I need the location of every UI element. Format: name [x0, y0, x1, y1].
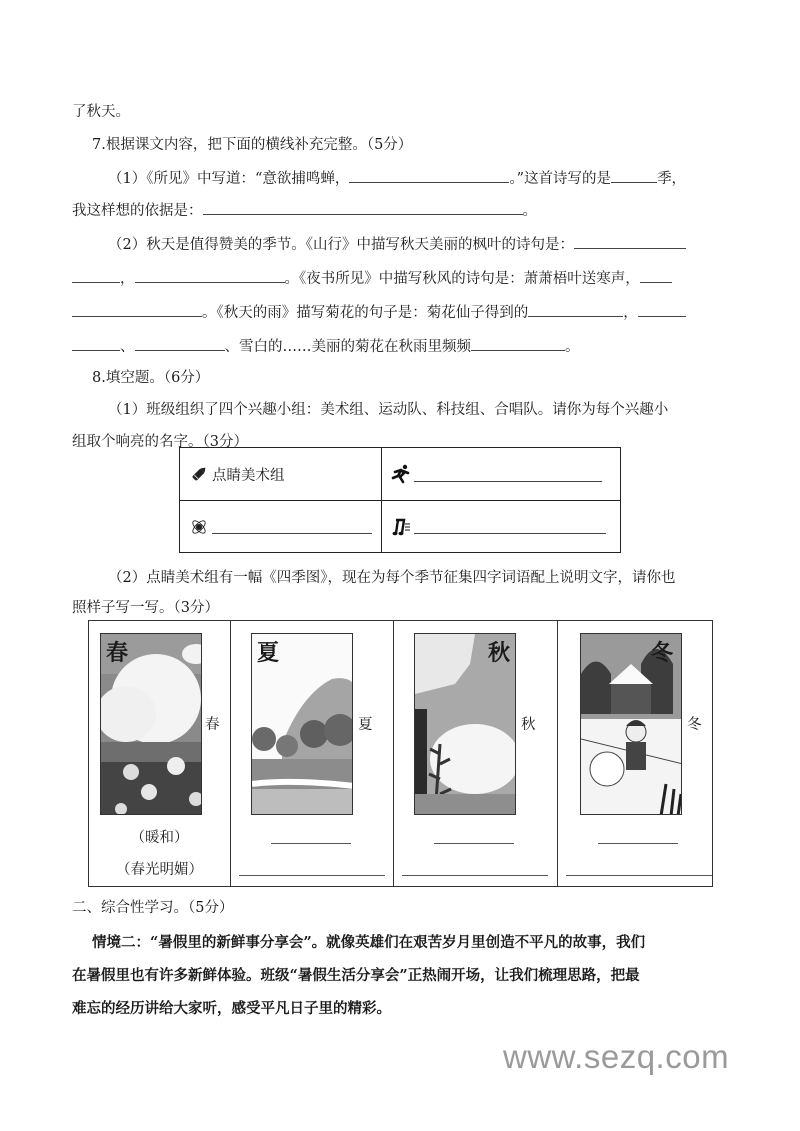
q7-p2-text-f: 、	[120, 339, 135, 355]
autumn-side-label: 秋	[521, 717, 536, 733]
autumn-picture-char: 秋	[487, 641, 510, 666]
blank-choir-name[interactable]	[414, 519, 606, 534]
blank-maple-verse-cont[interactable]	[72, 268, 120, 283]
spring-picture	[100, 633, 202, 815]
section2-para-line3: 难忘的经历讲给大家听，感受平凡日子里的精彩。	[72, 1000, 391, 1017]
four-seasons-table	[88, 620, 713, 887]
q7-p2-text-d: 。《秋天的雨》描写菊花的句子是：菊花仙子得到的	[202, 305, 529, 321]
blank-reason[interactable]	[203, 200, 523, 215]
group-cell-tech	[180, 500, 381, 552]
blank-season[interactable]	[611, 168, 657, 183]
group-cell-sports	[381, 448, 620, 500]
blank-nod[interactable]	[471, 336, 565, 351]
pencil-icon	[188, 463, 210, 485]
summer-picture-char: 夏	[257, 641, 280, 666]
music-note-icon	[390, 516, 412, 538]
spring-picture-char: 春	[106, 641, 129, 666]
q8-part1-line1: （1）班级组织了四个兴趣小组：美术组、运动队、科技组、合唱队。请你为每个兴趣小	[108, 402, 669, 418]
autumn-blank-1[interactable]	[434, 843, 514, 844]
spring-caption-1: （暖和）	[130, 830, 189, 846]
q7-part2-line2	[72, 268, 672, 289]
season-cell-winter	[557, 621, 712, 886]
q7-part2-line1	[108, 234, 686, 255]
section2-para-line1: 情境二：“暑假里的新鲜事分享会”。就像英雄们在艰苦岁月里创造不平凡的故事，我们	[92, 934, 646, 951]
q7-p1-text-c: 季，	[657, 171, 687, 187]
season-cell-summer	[230, 621, 393, 886]
winter-picture	[580, 633, 682, 815]
q7-part1-line2	[72, 200, 537, 221]
q7-p2-text-a: （2）秋天是值得赞美的季节。《山行》中描写秋天美丽的枫叶的诗句是：	[108, 237, 574, 253]
blank-chrysanthemum-2-cont[interactable]	[72, 336, 120, 351]
group-cell-art	[180, 448, 381, 500]
section2-para-line2: 在暑假里也有许多新鲜体验。班级“暑假生活分享会”正热闹开场，让我们梳理思路，把最	[72, 967, 640, 984]
q7-p1-text-b: 。”这首诗写的是	[509, 171, 612, 187]
interest-group-table	[179, 447, 621, 553]
spring-side-label: 春	[205, 717, 220, 733]
season-cell-autumn	[393, 621, 557, 886]
atom-icon	[188, 516, 210, 538]
watermark: www.sezq.com	[503, 1038, 730, 1075]
autumn-blank-2[interactable]	[402, 875, 548, 876]
q7-p1-text-a: （1）《所见》中写道：“意欲捕鸣蝉，	[108, 171, 350, 187]
running-person-icon	[390, 463, 412, 485]
q7-title: 7.根据课文内容，把下面的横线补充完整。（5分）	[92, 137, 413, 153]
q8-title: 8.填空题。（6分）	[92, 370, 210, 386]
blank-sports-name[interactable]	[414, 467, 602, 482]
q7-part1-line1	[108, 168, 686, 189]
section2-title: 二、综合性学习。（5分）	[72, 900, 234, 916]
group-cell-choir	[381, 500, 620, 552]
blank-wind-verse[interactable]	[640, 268, 672, 283]
blank-chrysanthemum-2[interactable]	[638, 302, 686, 317]
blank-chrysanthemum-1[interactable]	[528, 302, 623, 317]
winter-picture-char: 冬	[650, 641, 673, 666]
winter-blank-2[interactable]	[566, 875, 712, 876]
spring-caption-2: （春光明媚）	[116, 862, 203, 878]
q7-p2-text-h: 。	[565, 339, 580, 355]
q7-p1-text-e: 。	[522, 203, 537, 219]
winter-side-label: 冬	[687, 717, 702, 733]
q7-p2-text-g: 、雪白的……美丽的菊花在秋雨里频频	[224, 339, 471, 355]
q8-part2-line2: 照样子写一写。（3分）	[72, 600, 219, 616]
group-name-art: 点睛美术组	[212, 467, 285, 484]
q8-part2-line1: （2）点睛美术组有一幅《四季图》，现在为每个季节征集四字词语配上说明文字，请你也	[108, 570, 676, 586]
summer-blank-2[interactable]	[239, 875, 385, 876]
autumn-picture	[414, 633, 516, 815]
q7-p2-text-b: ，	[120, 271, 135, 287]
blank-wind-verse-cont[interactable]	[72, 302, 202, 317]
blank-chrysanthemum-3[interactable]	[135, 336, 225, 351]
blank-maple-verse-2[interactable]	[135, 268, 285, 283]
blank-tech-name[interactable]	[212, 519, 372, 534]
summer-picture	[251, 633, 353, 815]
continuation-text: 了秋天。	[72, 104, 130, 120]
blank-answer[interactable]	[349, 168, 509, 183]
season-cell-spring	[89, 621, 230, 886]
q7-p2-text-e: ，	[623, 305, 638, 321]
q7-part2-line4	[72, 336, 580, 357]
q7-p1-text-d: 我这样想的依据是：	[72, 203, 203, 219]
q7-part2-line3	[72, 302, 686, 323]
winter-blank-1[interactable]	[598, 843, 678, 844]
blank-maple-verse[interactable]	[574, 234, 686, 249]
q8-part1-line2: 组取个响亮的名字。（3分）	[72, 434, 248, 450]
q7-p2-text-c: 。《夜书所见》中描写秋风的诗句是：萧萧梧叶送寒声，	[284, 271, 640, 287]
summer-blank-1[interactable]	[271, 843, 351, 844]
summer-side-label: 夏	[358, 717, 373, 733]
